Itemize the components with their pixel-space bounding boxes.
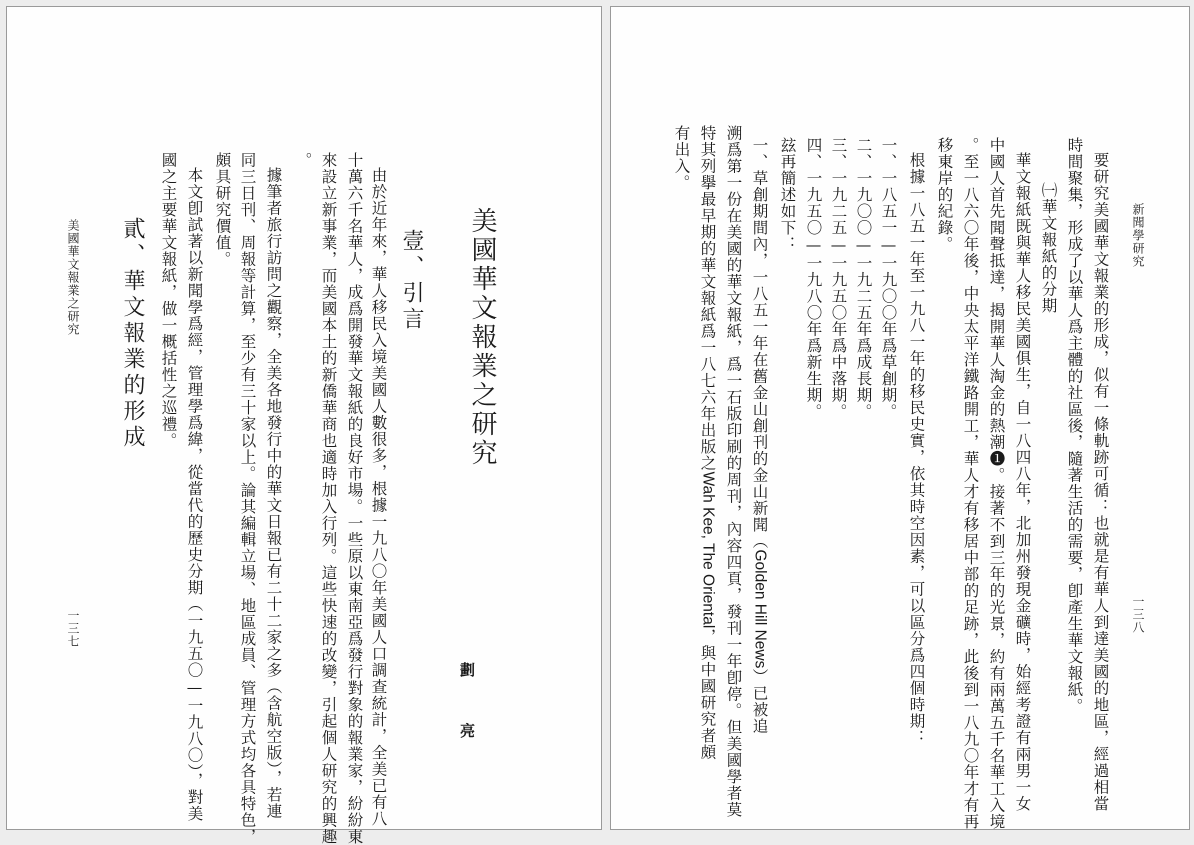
left-page: [6, 6, 602, 845]
body-line: 根據一八五一年至一九八一年的移民史實，依其時空因素，可以區分爲四個時期：: [907, 152, 926, 746]
page-number: 一三八: [1131, 595, 1145, 634]
body-line: 有出入。: [672, 125, 691, 191]
body-line: 據筆者旅行訪問之觀察，全美各地發行中的華文日報已有二十二家之多（含航空版），若連: [264, 167, 283, 820]
body-line: 十萬六千名華人，成爲開發華文報紙的良好市場。一些原以東南亞爲發行對象的報業家，紛紛東: [345, 152, 364, 845]
body-line: 一、草創期間內，一八五一年在舊金山創刊的金山新聞（Golden Hill News）已被追: [750, 137, 769, 735]
right-page: [610, 6, 1190, 830]
article-title: 美國華文報業之研究: [467, 207, 497, 468]
body-line: 時間聚集，形成了以華人爲主體的社區後，隨著生活的需要，卽產生華文報紙。: [1065, 137, 1084, 715]
body-line: 。: [294, 152, 313, 169]
body-line: 。至一八六〇年後，中央太平洋鐵路開工，華人才有移居中部的足跡，此後到一八九〇年才有再: [961, 137, 980, 830]
body-line: 頗具研究價值。: [213, 152, 232, 268]
period-list-item: 一、一八五一—一九〇〇年爲草創期。: [879, 137, 898, 420]
body-line: 國之主要華文報紙，做一概括性之巡禮。: [159, 152, 178, 449]
body-line: 玆再簡述如下：: [778, 137, 797, 253]
body-line: 來設立新事業，而美國本土的新僑華商也適時加入行列。這些快速的改變，引起個人研究的興趣: [319, 152, 338, 845]
body-line: 移東岸的紀錄。: [935, 137, 954, 253]
body-line: 要研究美國華文報業的形成，似有一條軌跡可循：也就是有華人到達美國的地區，經過相當: [1091, 152, 1110, 812]
page-number: 一三七: [66, 609, 80, 648]
period-list-item: 三、一九二五—一九五〇年爲中落期。: [829, 137, 848, 420]
subheading-periodization: ㈠華文報紙的分期: [1039, 182, 1058, 314]
body-line: 本文卽試著以新聞學爲經，管理學爲緯，從當代的歷史分期（一九五〇—一九八〇），對美: [185, 167, 204, 822]
running-header: 美國華文報業之研究: [66, 219, 80, 336]
running-header: 新聞學研究: [1131, 203, 1145, 268]
body-line: 溯爲第一份在美國的華文報紙，爲一石版印刷的周刊，內容四頁，發刊一年卽停。但美國學者莫: [724, 125, 743, 818]
body-line: 中國人首先聞聲抵達，揭開華人淘金的熱潮❶。接著不到三年的光景，約有兩萬五千名華工入境: [987, 137, 1006, 830]
period-list-item: 二、一九〇〇—一九二五年爲成長期。: [854, 137, 873, 420]
period-list-item: 四、一九五〇—一九八〇年爲新生期。: [804, 137, 823, 420]
author-name: 劃 亮: [458, 662, 476, 752]
body-line: 同三日刊、周報等計算，至少有三十家以上。論其編輯立場、地區成員、管理方式均各具特色，: [238, 152, 257, 845]
section-heading-introduction: 壹、引言: [399, 229, 424, 333]
body-line: 華文報紙既與華人移民美國俱生，自一八四八年，北加州發現金礦時，始經考證有兩男一女: [1013, 152, 1032, 812]
section-heading-formation: 貳、華文報業的形成: [120, 217, 145, 451]
body-line: 由於近年來，華人移民入境美國人數很多，根據一九八〇年美國人口調查統計，全美已有八: [369, 167, 388, 827]
body-line: 特其列擧最早期的華文報紙爲一八七六年出版之Wah Kee, The Oriental，與中國研究者頗: [698, 125, 717, 761]
